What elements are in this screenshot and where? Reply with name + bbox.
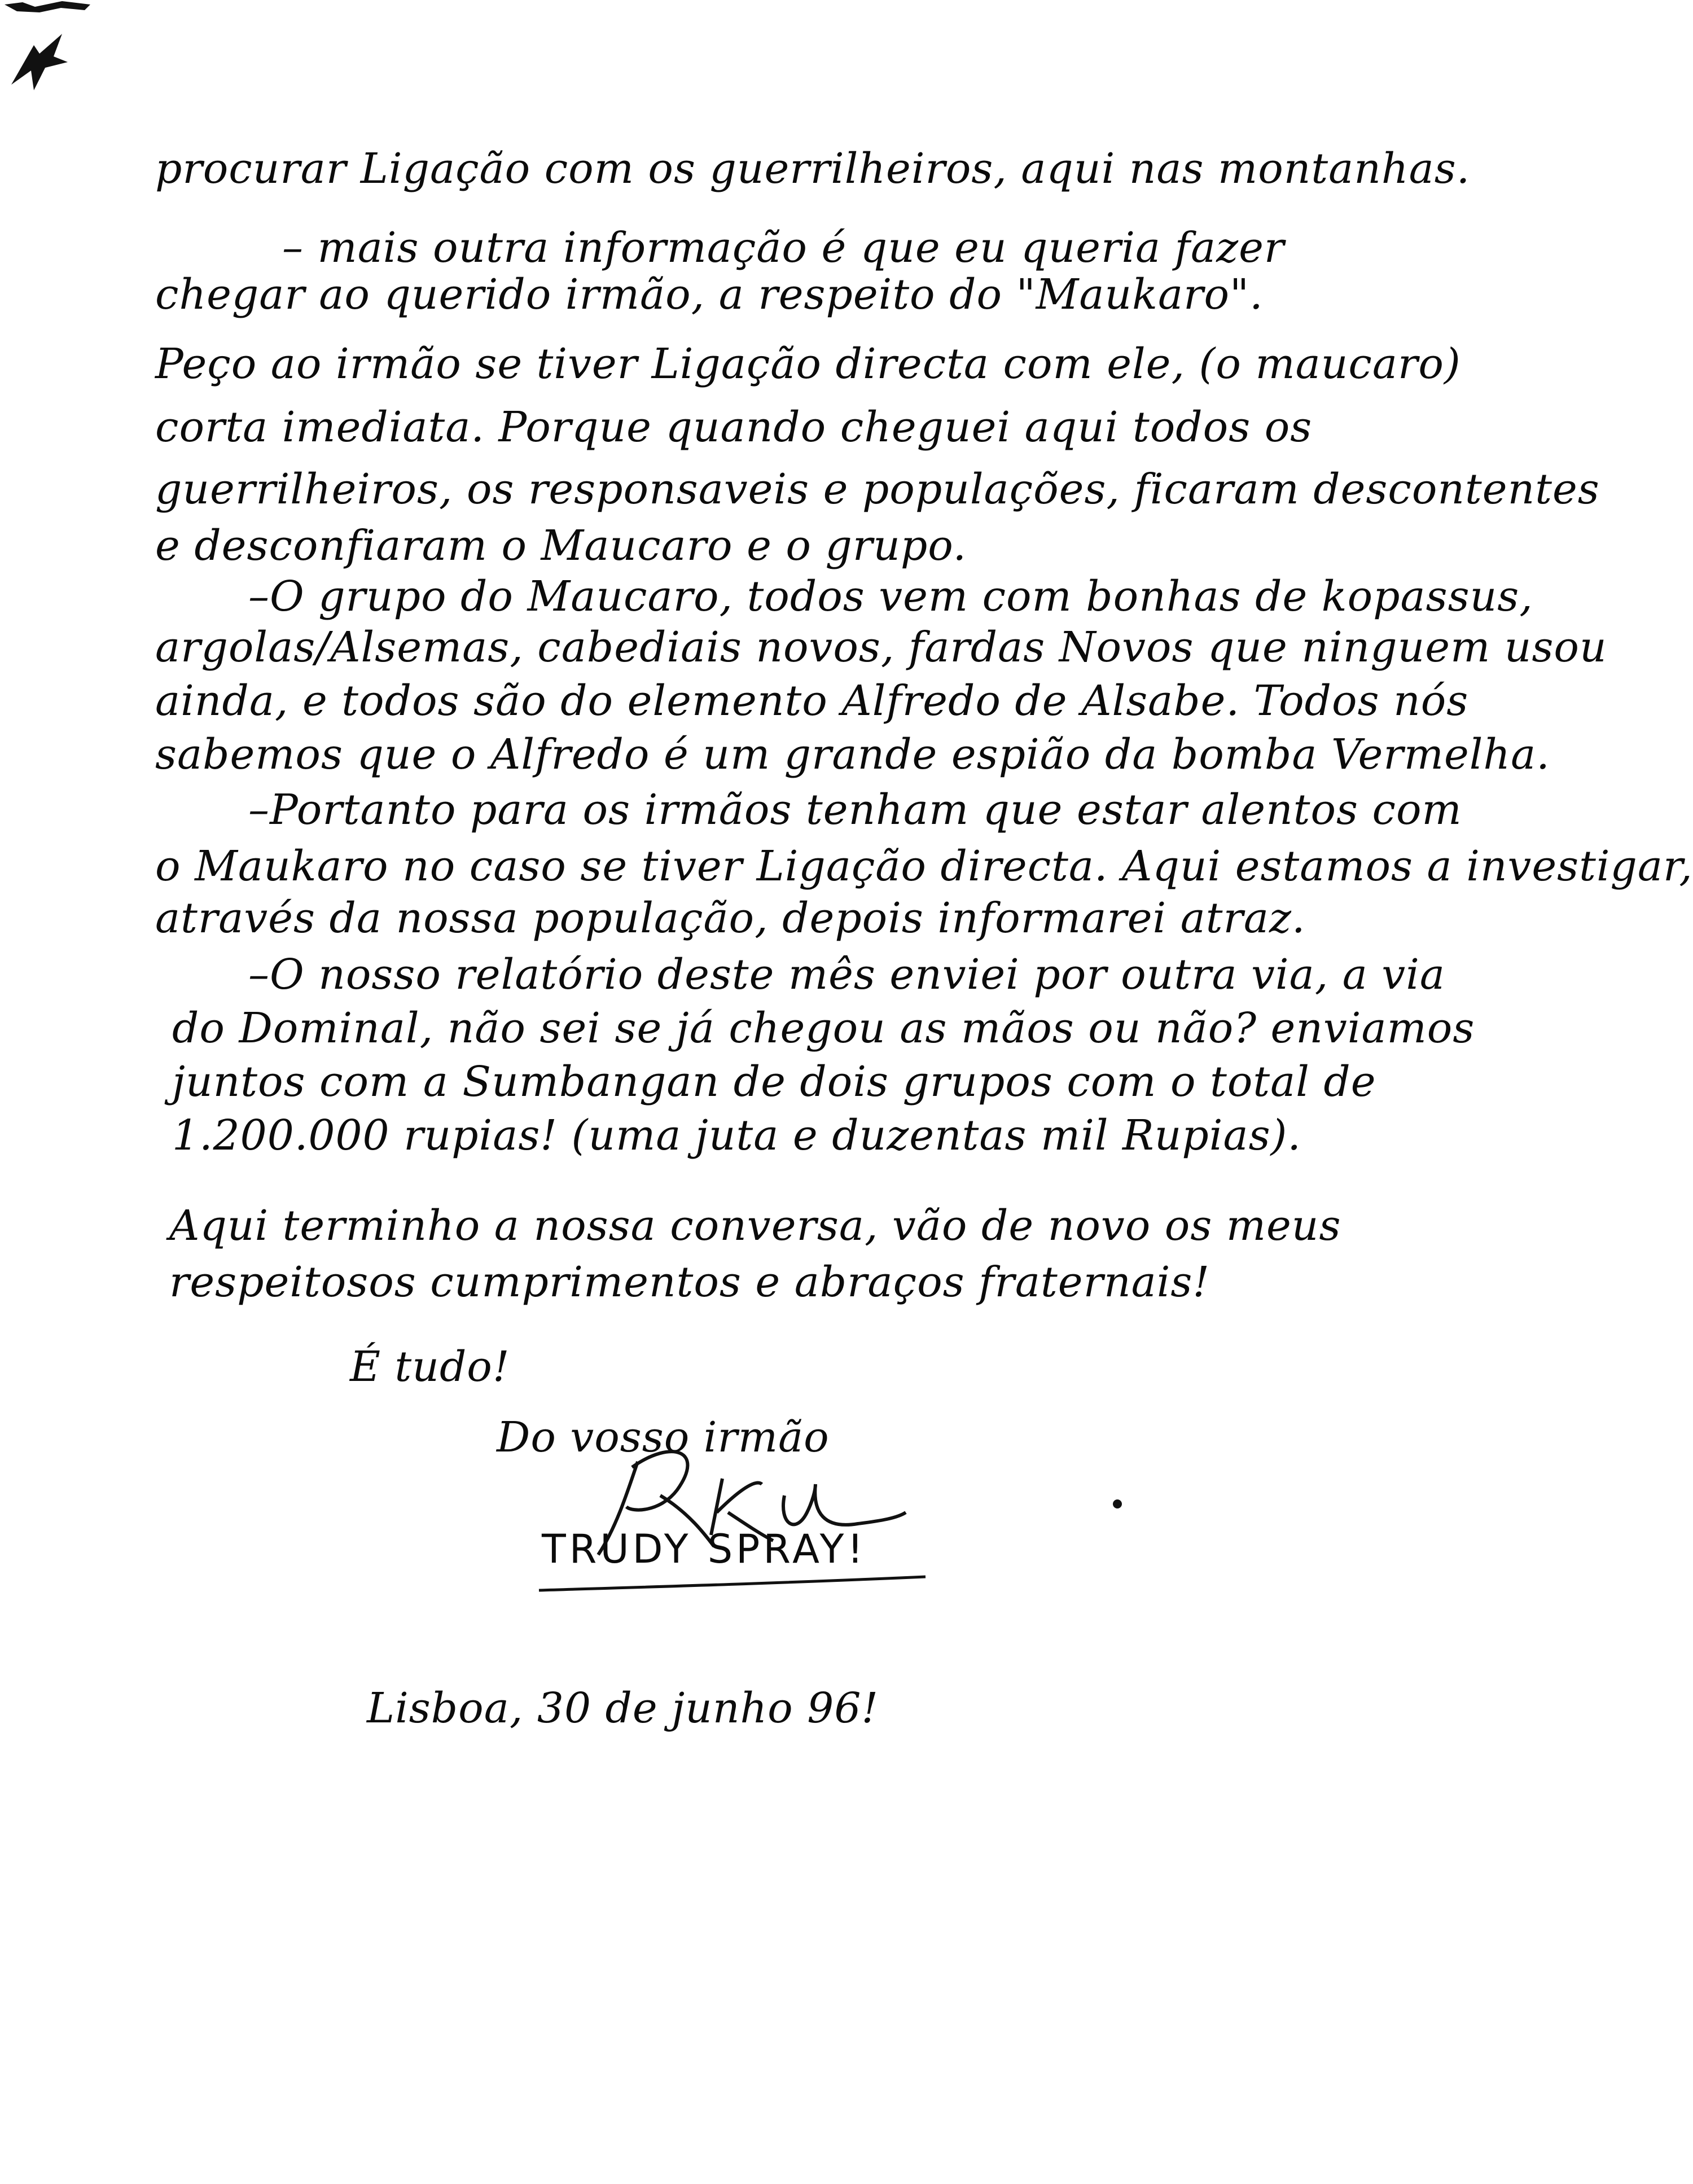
letter-line: Aqui terminho a nossa conversa, vão de novo os meus — [169, 1201, 1341, 1250]
letter-line: guerrilheiros, os responsaveis e populações, ficaram descontentes — [155, 465, 1600, 514]
letter-line: do Dominal, não sei se já chegou as mãos ou não? enviamos — [172, 1004, 1475, 1052]
place-date: Lisboa, 30 de junho 96! — [367, 1684, 879, 1733]
letter-line: – mais outra informação é que eu queria fazer — [282, 223, 1285, 272]
letter-line: chegar ao querido irmão, a respeito do "Maukaro". — [155, 270, 1264, 319]
letter-line: juntos com a Sumbangan de dois grupos com o total de — [172, 1058, 1376, 1106]
letter-line: respeitosos cumprimentos e abraços fraternais! — [169, 1258, 1210, 1306]
letter-line: –Portanto para os irmãos tenham que estar alentos com — [248, 786, 1462, 834]
letter-line: argolas/Alsemas, cabediais novos, fardas Novos que ninguem usou — [155, 623, 1607, 672]
letter-line: –O grupo do Maucaro, todos vem com bonhas de kopassus, — [248, 572, 1533, 621]
letter-line: e desconfiaram o Maucaro e o grupo. — [155, 521, 967, 570]
letter-line: através da nossa população, depois informarei atraz. — [155, 894, 1306, 942]
letter-line: o Maukaro no caso se tiver Ligação directa. Aqui estamos a investigar, — [155, 842, 1693, 891]
letter-line: procurar Ligação com os guerrilheiros, aqui nas montanhas. — [155, 144, 1471, 193]
ink-blot-mark — [0, 0, 102, 113]
letter-line: É tudo! — [350, 1343, 510, 1391]
letter-line: ainda, e todos são do elemento Alfredo de Alsabe. Todos nós — [155, 677, 1469, 725]
letter-line: sabemos que o Alfredo é um grande espião da bomba Vermelha. — [155, 730, 1550, 779]
signer-name: TRUDY SPRAY! — [542, 1526, 867, 1572]
ink-dot-mark — [1109, 1496, 1126, 1512]
letter-line: corta imediata. Porque quando cheguei aqui todos os — [155, 403, 1313, 451]
letter-line: –O nosso relatório deste mês enviei por outra via, a via — [248, 950, 1445, 999]
letter-line: 1.200.000 rupias! (uma juta e duzentas mil Rupias). — [172, 1111, 1301, 1160]
closing-text: Do vosso irmão — [497, 1413, 830, 1462]
letter-line: Peço ao irmão se tiver Ligação directa com ele, (o maucaro) — [155, 340, 1461, 388]
signature-underline — [536, 1575, 931, 1597]
